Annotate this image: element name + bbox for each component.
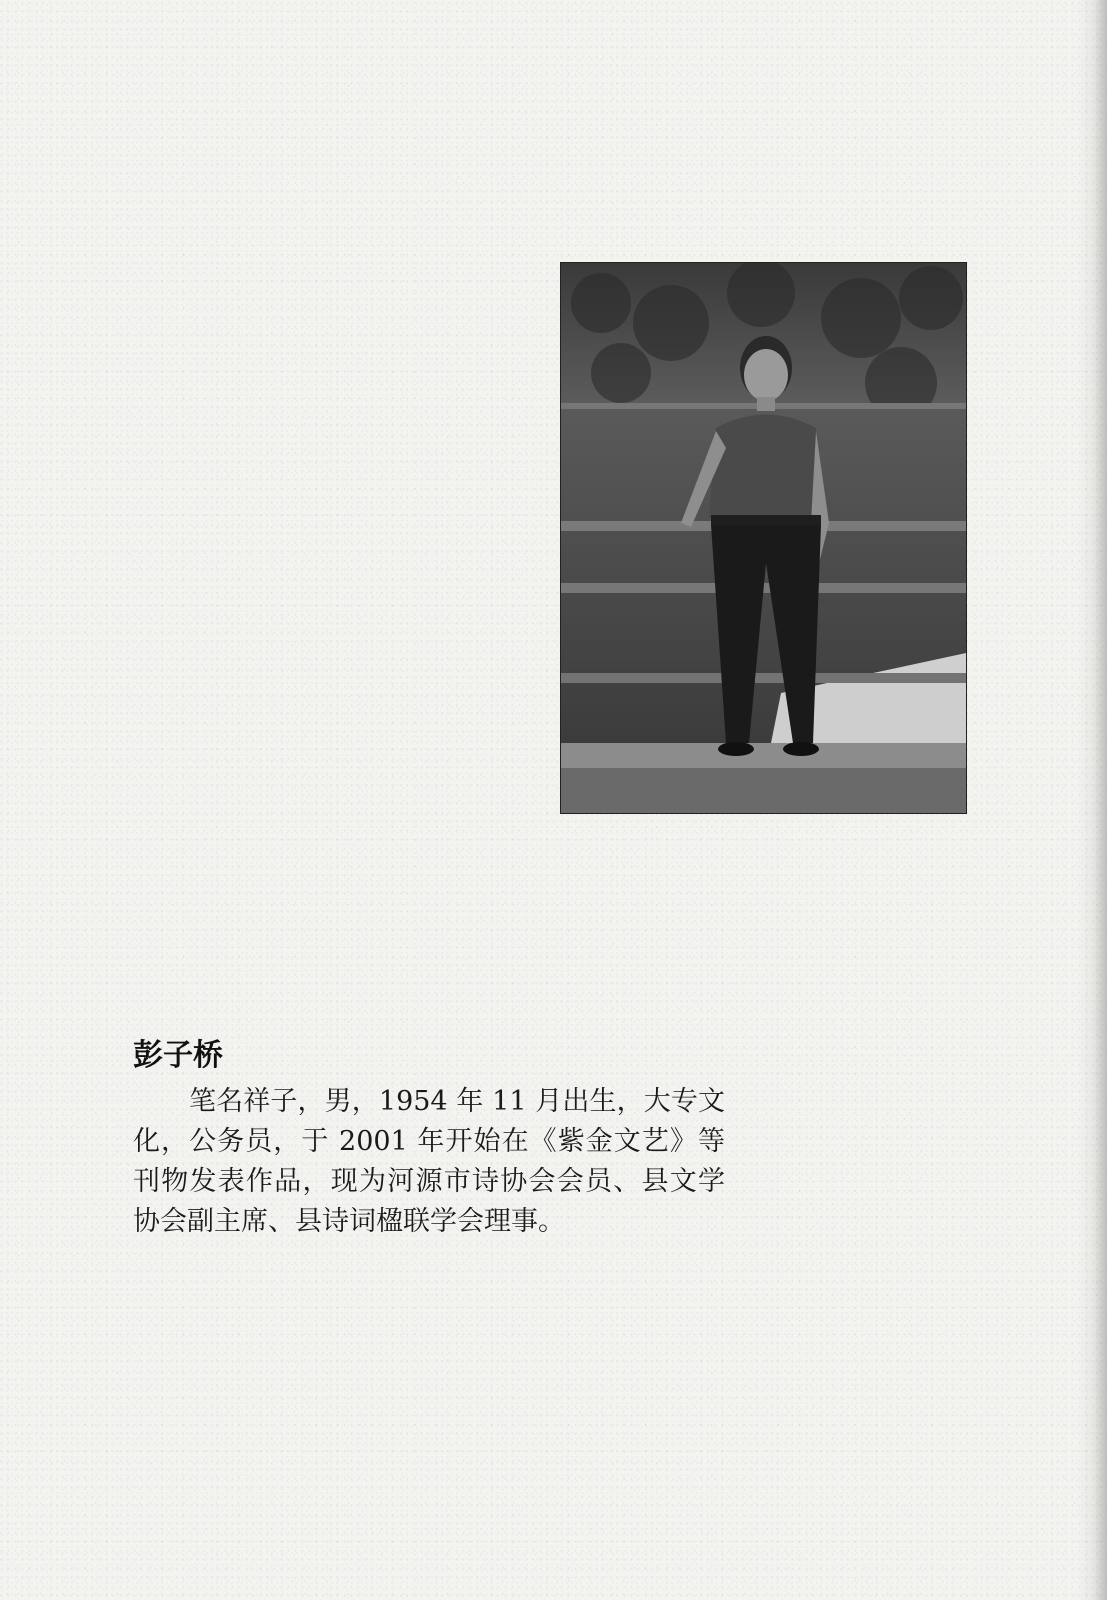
author-photo [560, 262, 967, 814]
portrait-illustration [561, 263, 966, 813]
author-description: 笔名祥子，男，1954 年 11 月出生，大专文化，公务员，于 2001 年开始在《紫金文艺》等刊物发表作品，现为河源市诗协会会员、县文学协会副主席、县诗词楹联学会理事。 [133, 1086, 725, 1237]
railing-bottom [561, 673, 966, 683]
walkway-curb [561, 743, 966, 768]
author-name: 彭子桥 [133, 1038, 223, 1073]
walkway-ground [561, 768, 966, 813]
page-edge-shadow [1077, 0, 1107, 1600]
author-bio [133, 1036, 733, 1242]
